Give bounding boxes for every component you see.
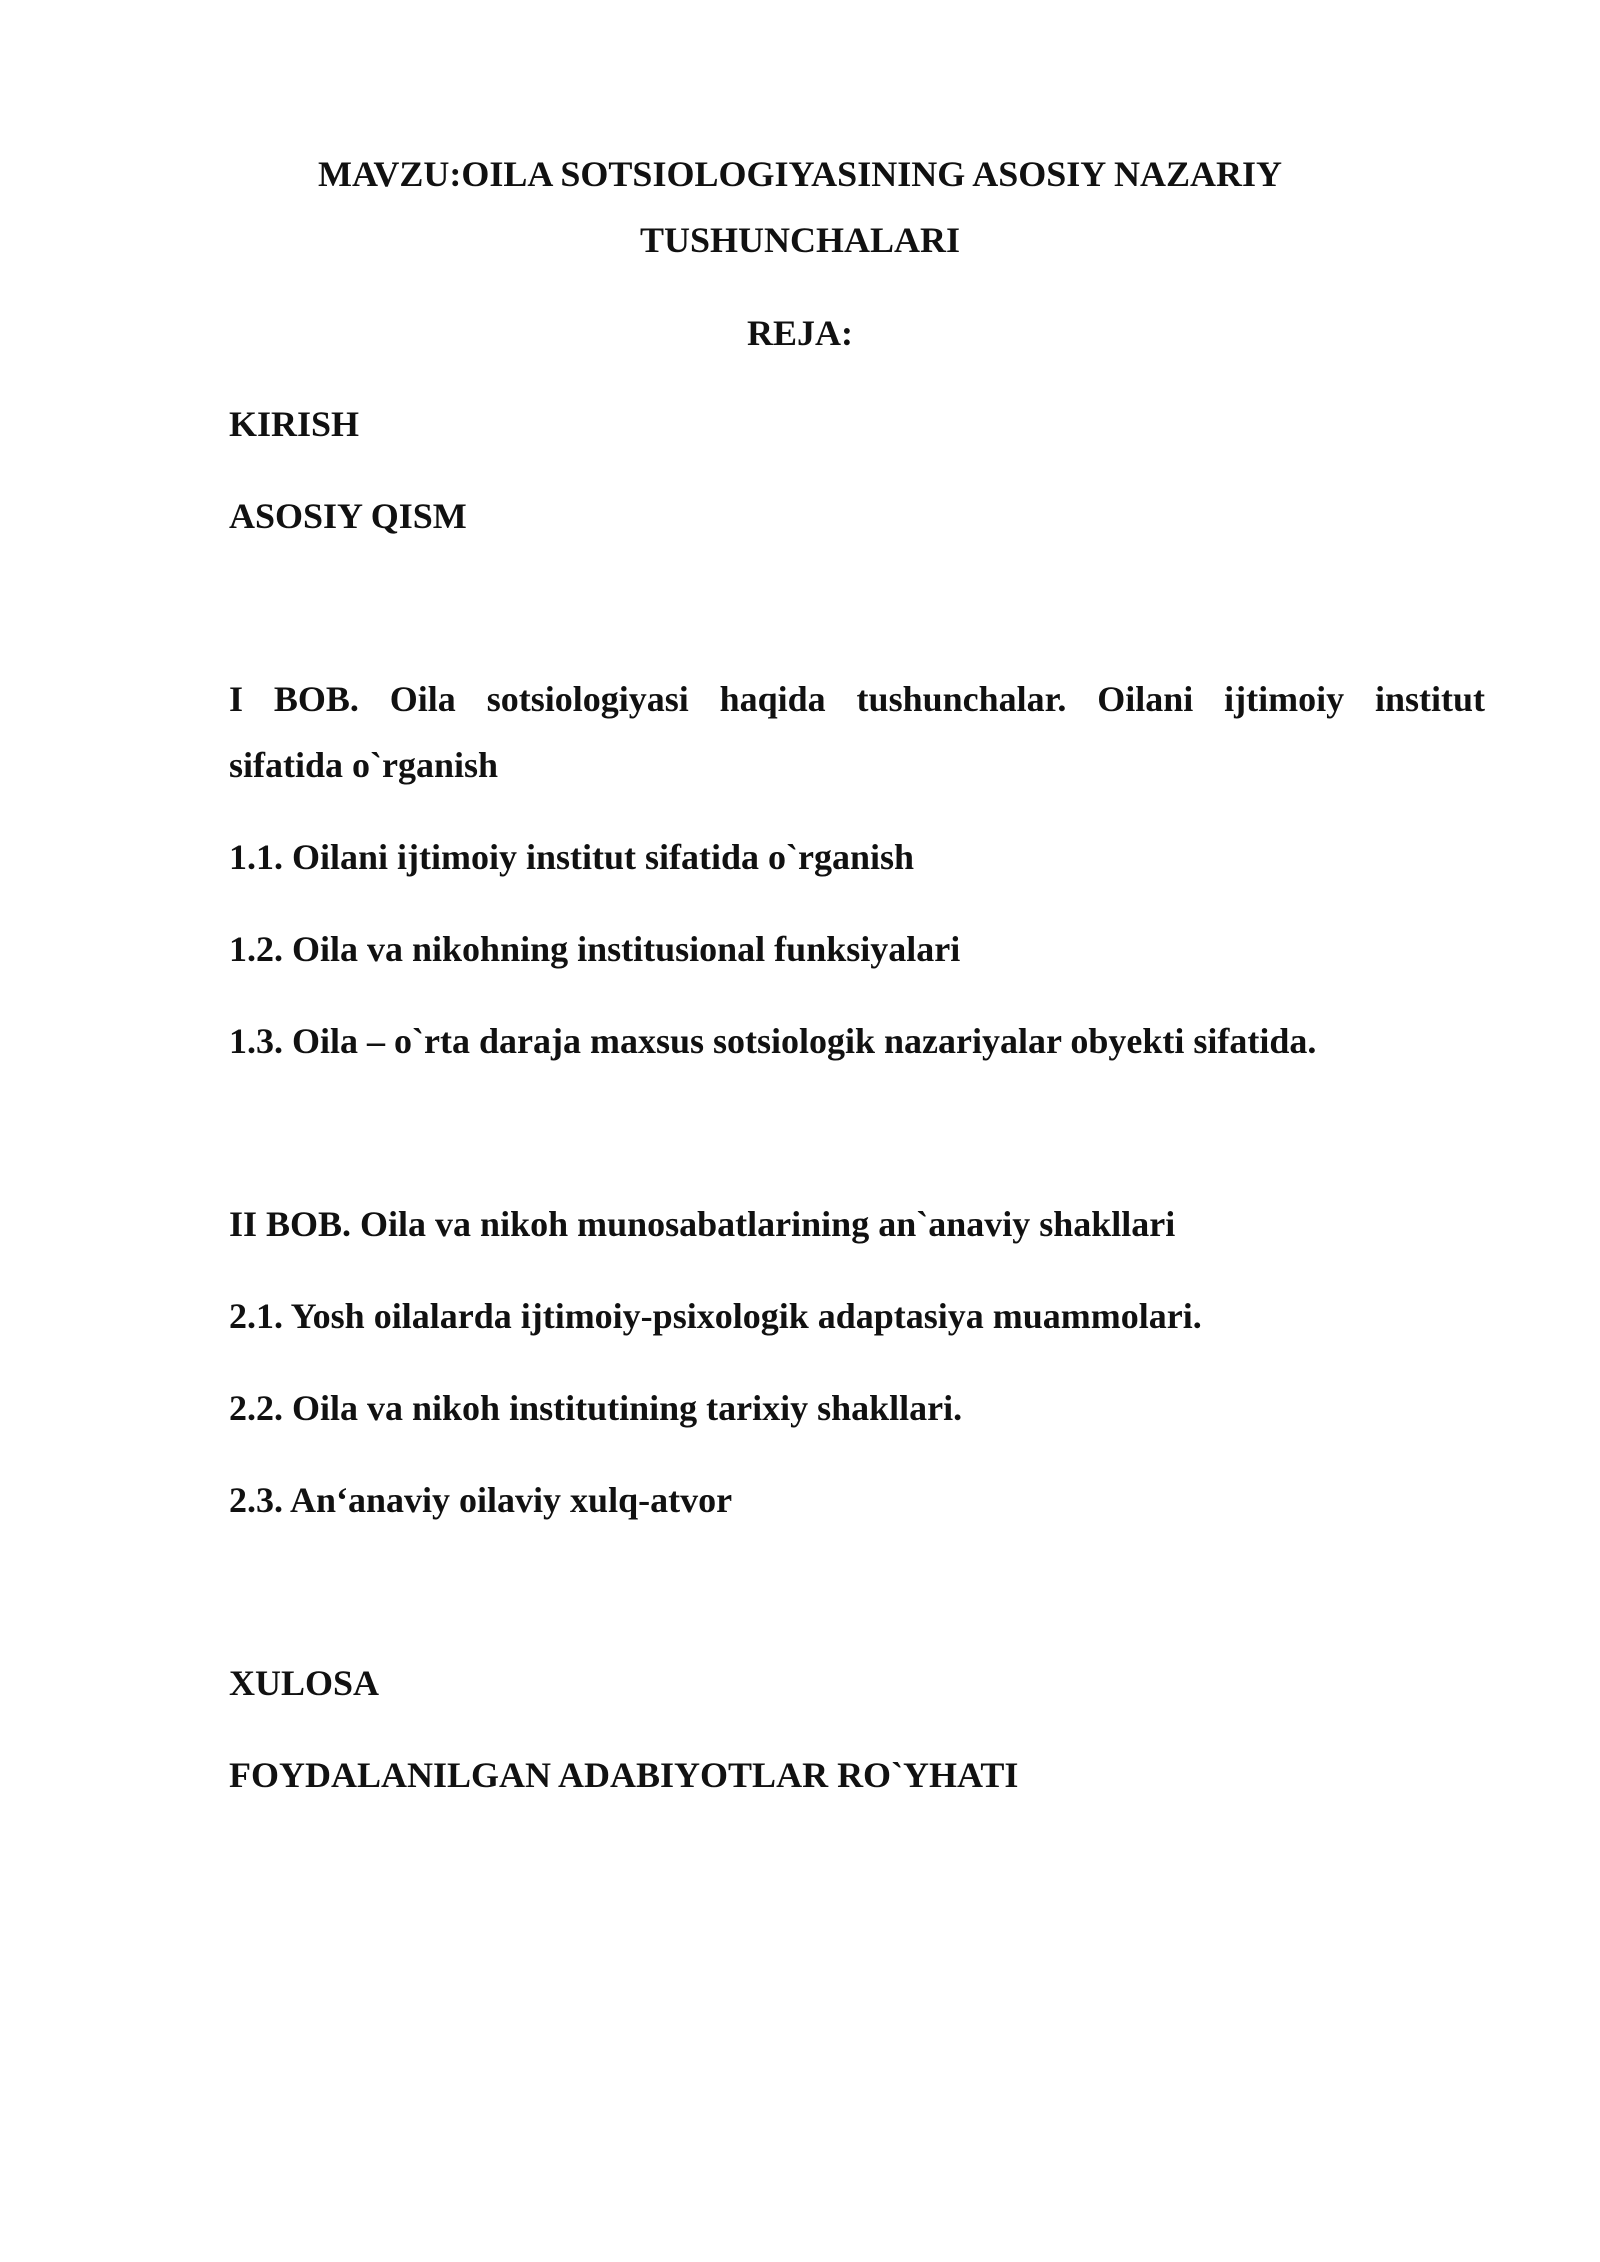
- chapter-2-title: II BOB. Oila va nikoh munosabatlarining an`anaviy shakllari: [229, 1204, 1176, 1244]
- chapter-1-title-line-1: I BOB. Oila sotsiologiyasi haqida tushunchalar. Oilani ijtimoiy institut: [229, 679, 1485, 719]
- section-2-1: 2.1. Yosh oilalarda ijtimoiy-psixologik adaptasiya muammolari.: [229, 1296, 1202, 1336]
- plan-item-main-part: ASOSIY QISM: [229, 496, 467, 536]
- section-1-1: 1.1. Oilani ijtimoiy institut sifatida o`rganish: [229, 837, 915, 877]
- plan-item-conclusion: XULOSA: [229, 1663, 380, 1703]
- document-title-line-1: MAVZU:OILA SOTSIOLOGIYASINING ASOSIY NAZARIY: [318, 154, 1282, 194]
- section-2-2: 2.2. Oila va nikoh institutining tarixiy shakllari.: [229, 1388, 963, 1428]
- plan-heading: REJA:: [747, 313, 853, 353]
- chapter-1-title-line-2: sifatida o`rganish: [229, 745, 499, 785]
- section-1-3: 1.3. Oila – o`rta daraja maxsus sotsiologik nazariyalar obyekti sifatida.: [229, 1021, 1317, 1061]
- plan-item-introduction: KIRISH: [229, 404, 360, 444]
- plan-item-references: FOYDALANILGAN ADABIYOTLAR RO`YHATI: [229, 1755, 1019, 1795]
- section-2-3: 2.3. An‘anaviy oilaviy xulq-atvor: [229, 1480, 733, 1520]
- section-1-2: 1.2. Oila va nikohning institusional funksiyalari: [229, 929, 961, 969]
- document-title-line-2: TUSHUNCHALARI: [639, 220, 961, 260]
